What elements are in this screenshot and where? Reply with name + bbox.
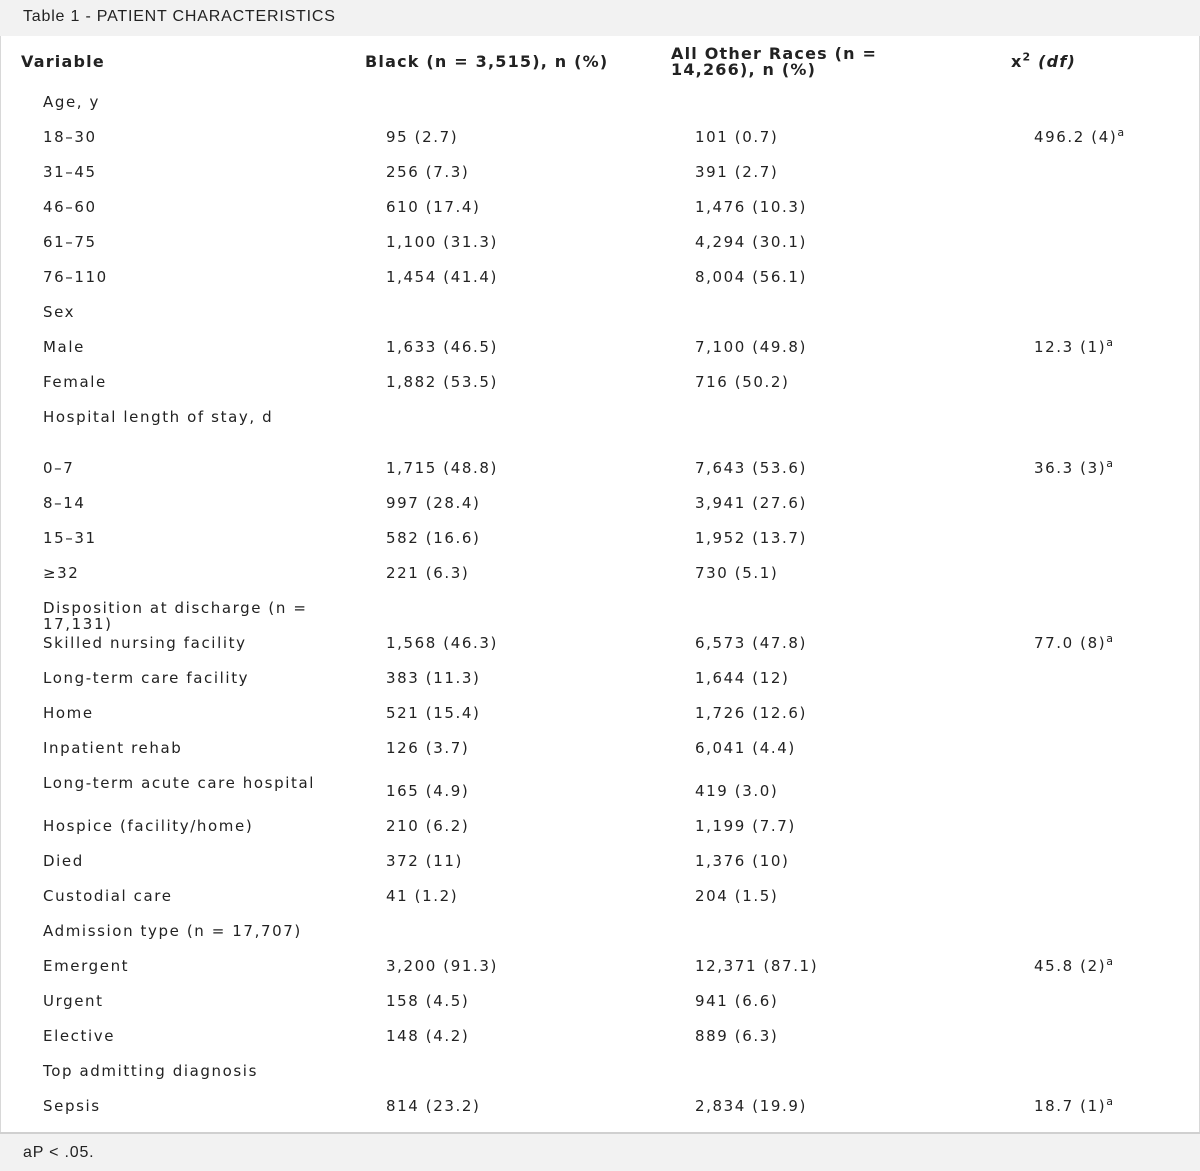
black-value: 383 (11.3) (386, 669, 481, 687)
black-value: 41 (1.2) (386, 887, 459, 905)
black-value: 997 (28.4) (386, 494, 481, 512)
other-races-value: 204 (1.5) (695, 887, 779, 905)
other-races-value: 1,376 (10) (695, 852, 790, 870)
row-label: 76–110 (43, 268, 108, 286)
other-races-value: 8,004 (56.1) (695, 268, 808, 286)
patient-characteristics-table (0, 36, 1200, 1132)
black-value: 95 (2.7) (386, 128, 459, 146)
chi-square-value (1034, 955, 1115, 975)
other-races-value: 1,952 (13.7) (695, 529, 808, 547)
row-label: Custodial care (43, 887, 173, 905)
other-races-value: 2,834 (19.9) (695, 1097, 808, 1115)
row-label: Disposition at discharge (n = 17,131) (43, 599, 308, 633)
header-chi-superscript: 2 (1022, 50, 1032, 64)
row-label: ≥32 (43, 564, 80, 582)
black-value: 1,568 (46.3) (386, 634, 499, 652)
black-value: 221 (6.3) (386, 564, 470, 582)
other-races-value: 12,371 (87.1) (695, 957, 819, 975)
chi-square-value (1034, 336, 1115, 356)
row-label: Skilled nursing facility (43, 634, 247, 652)
row-label: 0–7 (43, 459, 75, 477)
row-label: Top admitting diagnosis (43, 1062, 258, 1080)
black-value: 148 (4.2) (386, 1027, 470, 1045)
row-label: Died (43, 852, 84, 870)
significance-marker: a (1106, 1095, 1115, 1108)
black-value: 3,200 (91.3) (386, 957, 499, 975)
other-races-value: 101 (0.7) (695, 128, 779, 146)
black-value: 1,882 (53.5) (386, 373, 499, 391)
row-label: Hospice (facility/home) (43, 817, 254, 835)
row-label: Long-term care facility (43, 669, 250, 687)
chi-square-value (1034, 457, 1115, 477)
black-value: 1,100 (31.3) (386, 233, 499, 251)
row-label: 18–30 (43, 128, 97, 146)
row-label: Hospital length of stay, d (43, 408, 274, 426)
other-races-value: 1,199 (7.7) (695, 817, 796, 835)
significance-marker: a (1117, 126, 1126, 139)
other-races-value: 730 (5.1) (695, 564, 779, 582)
other-races-value: 3,941 (27.6) (695, 494, 808, 512)
chi-square-value (1034, 632, 1115, 652)
other-races-value: 716 (50.2) (695, 373, 790, 391)
significance-marker: a (1106, 955, 1115, 968)
chi-square-value (1034, 1095, 1115, 1115)
significance-marker: a (1106, 632, 1115, 645)
other-races-value: 419 (3.0) (695, 782, 779, 800)
row-label: Female (43, 373, 107, 391)
other-races-value: 941 (6.6) (695, 992, 779, 1010)
row-label: 46–60 (43, 198, 97, 216)
black-value: 210 (6.2) (386, 817, 470, 835)
header-chi-square (1011, 50, 1076, 71)
row-label: Male (43, 338, 85, 356)
table-footnote: aP < .05. (0, 1132, 1200, 1171)
other-races-value: 391 (2.7) (695, 163, 779, 181)
black-value: 372 (11) (386, 852, 463, 870)
black-value: 814 (23.2) (386, 1097, 481, 1115)
black-value: 126 (3.7) (386, 739, 470, 757)
black-value: 582 (16.6) (386, 529, 481, 547)
row-label: Admission type (n = 17,707) (43, 922, 302, 940)
row-label: 31–45 (43, 163, 97, 181)
significance-marker: a (1106, 457, 1115, 470)
row-label: Inpatient rehab (43, 739, 183, 757)
row-label: Sex (43, 303, 76, 321)
black-value: 521 (15.4) (386, 704, 481, 722)
other-races-value: 7,643 (53.6) (695, 459, 808, 477)
black-value: 158 (4.5) (386, 992, 470, 1010)
header-chi-symbol: x (1011, 52, 1023, 71)
other-races-value: 6,573 (47.8) (695, 634, 808, 652)
row-label: Long-term acute care hospital (43, 774, 316, 792)
row-label: Home (43, 704, 94, 722)
table-header-row (1, 36, 1199, 84)
row-label: Urgent (43, 992, 104, 1010)
row-label: Sepsis (43, 1097, 101, 1115)
black-value: 165 (4.9) (386, 782, 470, 800)
black-value: 1,715 (48.8) (386, 459, 499, 477)
row-label: 61–75 (43, 233, 97, 251)
black-value: 610 (17.4) (386, 198, 481, 216)
row-label: 15–31 (43, 529, 97, 547)
black-value: 256 (7.3) (386, 163, 470, 181)
table-caption: Table 1 - PATIENT CHARACTERISTICS (0, 0, 1200, 36)
header-black: Black (n = 3,515), n (%) (365, 52, 609, 71)
header-variable: Variable (21, 52, 105, 71)
other-races-value: 7,100 (49.8) (695, 338, 808, 356)
row-label: 8–14 (43, 494, 86, 512)
chi-square-text: 77.0 (8) (1034, 634, 1107, 652)
other-races-value: 1,644 (12) (695, 669, 790, 687)
row-label: Age, y (43, 93, 101, 111)
significance-marker: a (1106, 336, 1115, 349)
chi-square-text: 18.7 (1) (1034, 1097, 1107, 1115)
other-races-value: 1,726 (12.6) (695, 704, 808, 722)
chi-square-text: 36.3 (3) (1034, 459, 1107, 477)
header-other-races: All Other Races (n = 14,266), n (%) (671, 44, 878, 79)
other-races-value: 1,476 (10.3) (695, 198, 808, 216)
black-value: 1,633 (46.5) (386, 338, 499, 356)
other-races-value: 4,294 (30.1) (695, 233, 808, 251)
row-label: Elective (43, 1027, 116, 1045)
other-races-value: 889 (6.3) (695, 1027, 779, 1045)
black-value: 1,454 (41.4) (386, 268, 499, 286)
row-label: Emergent (43, 957, 130, 975)
chi-square-text: 12.3 (1) (1034, 338, 1107, 356)
other-races-value: 6,041 (4.4) (695, 739, 796, 757)
chi-square-text: 45.8 (2) (1034, 957, 1107, 975)
chi-square-value (1034, 126, 1126, 146)
chi-square-text: 496.2 (4) (1034, 128, 1118, 146)
header-df: (df) (1031, 52, 1076, 71)
